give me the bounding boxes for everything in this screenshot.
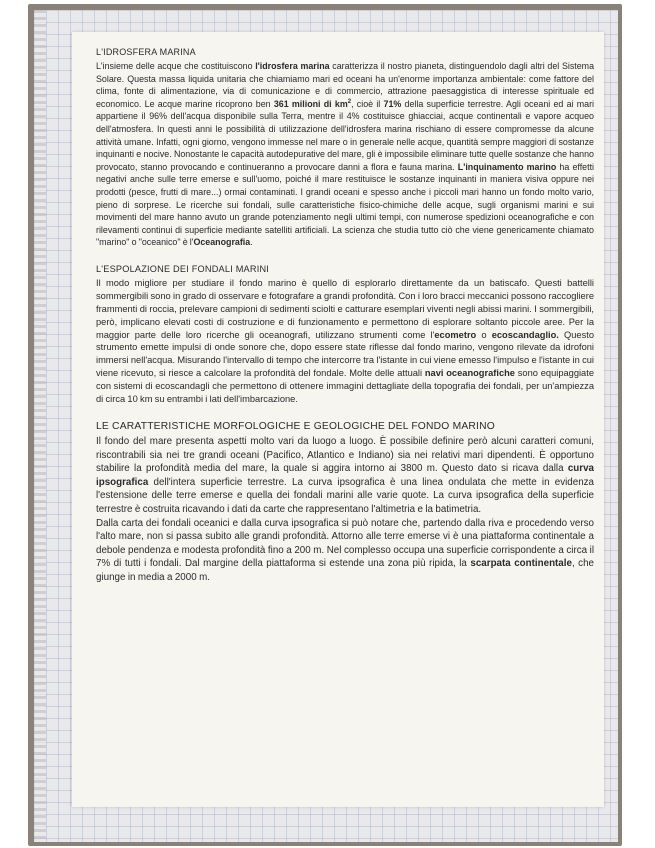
text-run: Il modo migliore per studiare il fondo marino è quello di esplorarlo direttamente da un batiscafo. Questi battelli sommergibili sono in grado di osservare e fotografare a grandi profondità. Con i loro bracci meccanici possono raccogliere frammenti di roccia, prelevare campioni di sedimenti sciolti e catturare esemplari viventi negli abissi marini. I sommergibili, però, implicano elevati costi di costruzione e di funzionamento e permettono di esplorare soltanto piccole aree. Per la maggior parte delle loro ricerche gli oceanografi, utilizzano strumenti come l' [96,277,594,340]
text-run: . [250,237,253,248]
section-idrosfera [96,46,594,249]
section-paragraph [96,517,594,585]
bold-term: curva ipsografica [96,463,594,488]
bold-term: scarpata continentale [470,558,572,570]
section-paragraph [96,435,594,517]
section-morfologia [96,420,594,585]
text-run: della superficie terrestre. Agli oceani ed ai mari appartiene il 96% dell'acqua disponibile sulla Terra, mentre il 4% costituisce ghiacciai, acque continentali e vapore acqueo dell'atmosfera. In questi anni le possibilità di utilizzazione dell'idrosfera marina rischiano di essere compromesse da alcune attività umane. Infatti, ogni giorno, vengono immesse nel mare o in generale nelle acque, quantità sempre maggiori di sostanze inquinanti e nocive. Nonostante le capacità autodepurative del mare, gli è impossibile eliminare tutte quelle sostanze che hanno provocato, stanno provocando e continueranno a provocare danni a flora e fauna marina. [96,98,594,172]
bold-term: ecometro [434,329,477,340]
section-title: L'ESPOLAZIONE DEI FONDALI MARINI [96,263,270,274]
notebook-background [34,10,618,842]
text-run: Questo strumento emette impulsi di onde sonore che, dopo essere state riflesse dal fondo marino, vengono rilevate da idrofoni immersi nell'acqua. Misurando l'intervallo di tempo che intercorre tra l'istante in cui viene emesso l'impulso e l'istante in cui viene ricevuto, si riesce a calcolare la profondità del fondale. Molte delle attuali [96,329,594,379]
section-paragraph [96,277,594,406]
text-run: L'insieme delle acque che costituiscono [96,61,256,71]
text-run: caratterizza il nostro pianeta, distinguendolo dagli altri del Sistema Solare. Questa massa liquida unitaria che chiamiamo mari ed oceani ha un'enorme importanza ambientale: come fattore del clima, fonte di alimentazione, via di comunicazione e di commercio, attrazione paesaggistica di interesse spirituale ed economico. Le acque marine ricoprono ben [96,61,595,109]
bold-term: 361 milioni di km [273,98,348,109]
bold-term: 71% [383,98,402,109]
text-run: Il fondo del mare presenta aspetti molto vari da luogo a luogo. È possibile definire però alcuni caratteri comuni, riscontrabili sia nei tre grandi oceani (Pacifico, Atlantico e Indiano) sia nei relativi mari dipendenti. È opportuno stabilire la profondità media del mare, la quale si aggira intorno ai 3800 m. Questo dato si ricava dalla [96,435,594,475]
text-run: , che giunge in media a 2000 m. [96,558,594,583]
bold-term: l'idrosfera marina [255,61,330,71]
bold-term: navi oceanografiche [424,368,515,379]
bold-term: Oceanografia [193,237,251,248]
text-run: ha effetti negativi anche sulle terre emerse e sull'uomo, poiché il mare restituisce le sostanze inquinanti in maniera visiva oppure nei prodotti (pesce, frutti di mare...) ormai contaminati. I grandi oceani e spesso anche i piccoli mari hanno un fondo molto vario, pieno di sorprese. Le ricerche sui fondali, sulle caratteristiche fisico-chimiche delle acque, sugli organismi marini e sui movimenti del mare hanno avuto un grande potenziamento negli ultimi tempi, con numerose spedizioni oceanografiche e con rilevamenti continui di superficie mediante satelliti artificiali. La scienza che studia tutto ciò che viene genericamente chiamato "marino" o "oceanico" è l' [96,161,595,248]
bold-term: 2 [347,98,352,105]
section-title: L'IDROSFERA MARINA [96,47,196,57]
text-run: dell'intera superficie terrestre. La curva ipsografica è una linea ondulata che mette in evidenza l'estensione delle terre emerse e quella dei fondali marini alle varie quote. La curva ipsografica della superficie terrestre è costruita ricavando i dati da carte che rappresentano l'altimetria e la batimetria. [96,476,594,515]
bold-term: ecoscandaglio. [491,329,559,340]
photo-frame [28,4,622,846]
text-run: sono equipaggiate con sistemi di ecoscandagli che permettono di ottenere immagini dettagliate della topografia dei fondali, per un'ampiezza di circa 10 km su entrambi i lati dell'imbarcazione. [96,368,594,405]
notebook-spiral [34,10,46,842]
text-run: , cioè il [351,98,384,109]
text-run: Dalla carta dei fondali oceanici e dalla curva ipsografica si può notare che, partendo dalla riva e procedendo verso l'alto mare, non si passa subito alle grandi profondità. Attorno alle terre emerse vi è una piattaforma continentale a debole pendenza e modesta profondità fino a 200 m. Nel complesso occupa una superficie corrispondente a circa il 7% di tutti i fondali. Dal margine della piattaforma si estende una zona più ripida, la [96,517,594,570]
bold-term: L'inquinamento marino [457,161,557,172]
section-title: LE CARATTERISTICHE MORFOLOGICHE E GEOLOGICHE DEL FONDO MARINO [96,420,495,432]
printed-sheet [72,32,604,807]
text-run: o [476,329,492,340]
section-paragraph [96,60,594,249]
section-esplorazione [96,263,594,406]
